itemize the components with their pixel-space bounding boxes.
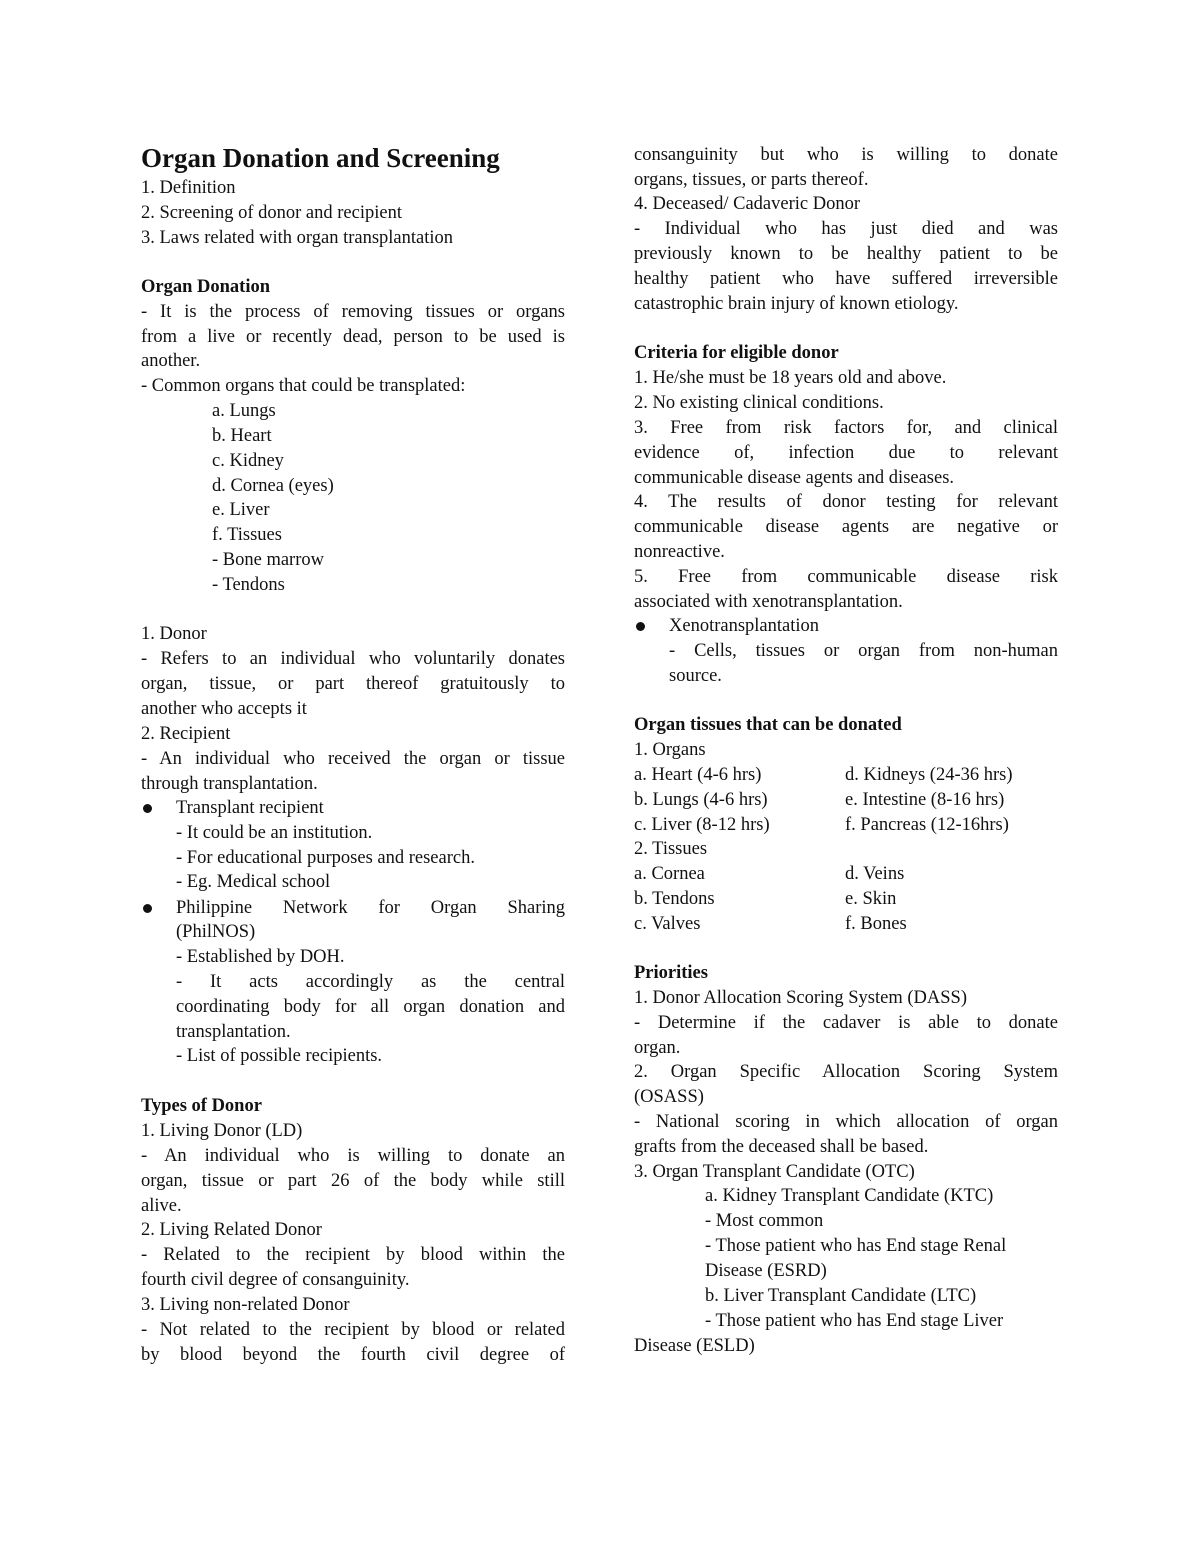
- table-cell: a. Cornea: [634, 864, 705, 884]
- continued-line: previously known to be healthy patient to be: [634, 244, 1058, 264]
- organ-list-item: c. Kidney: [212, 451, 284, 471]
- continued-line: healthy patient who have suffered irreversible: [634, 269, 1058, 289]
- types-of-donor-line: 2. Living Related Donor: [141, 1220, 322, 1240]
- continued-line: consanguinity but who is willing to donate: [634, 145, 1058, 165]
- common-organs-label: - Common organs that could be transplated:: [141, 376, 466, 396]
- table-cell: b. Lungs (4-6 hrs): [634, 790, 768, 810]
- organ-list-item: e. Liver: [212, 500, 270, 520]
- continued-line: - Individual who has just died and was: [634, 219, 1058, 239]
- priorities-line: 1. Donor Allocation Scoring System (DASS): [634, 988, 967, 1008]
- donor-def: organ, tissue, or part thereof gratuitously to: [141, 674, 565, 694]
- criteria-line: evidence of, infection due to relevant: [634, 443, 1058, 463]
- bullet-icon: [143, 904, 152, 913]
- otc-sub-item: b. Liver Transplant Candidate (LTC): [705, 1286, 977, 1306]
- types-of-donor-line: organ, tissue or part 26 of the body while still: [141, 1171, 565, 1191]
- table-cell: c. Liver (8-12 hrs): [634, 815, 770, 835]
- donor-def: another who accepts it: [141, 699, 307, 719]
- priorities-line: 3. Organ Transplant Candidate (OTC): [634, 1162, 915, 1182]
- transplant-recipient-item: - Eg. Medical school: [176, 872, 331, 892]
- continued-line: 4. Deceased/ Cadaveric Donor: [634, 194, 861, 214]
- otc-sub-item: - Most common: [705, 1211, 824, 1231]
- otc-sub-item: Disease (ESLD): [634, 1336, 755, 1356]
- criteria-line: associated with xenotransplantation.: [634, 592, 903, 612]
- philnos-item: - It acts accordingly as the central: [176, 972, 565, 992]
- xeno-label: Xenotransplantation: [669, 616, 820, 636]
- criteria-line: 1. He/she must be 18 years old and above.: [634, 368, 947, 388]
- recipient-label: 2. Recipient: [141, 724, 231, 744]
- intro-item: 1. Definition: [141, 178, 236, 198]
- priorities-line: (OSASS): [634, 1087, 704, 1107]
- criteria-line: 5. Free from communicable disease risk: [634, 567, 1058, 587]
- donor-def: - Refers to an individual who voluntarily donates: [141, 649, 565, 669]
- organ-donation-def: - It is the process of removing tissues or organs: [141, 302, 565, 322]
- transplant-recipient-label: Transplant recipient: [176, 798, 324, 818]
- priorities-line: 2. Organ Specific Allocation Scoring System: [634, 1062, 1058, 1082]
- criteria-heading: Criteria for eligible donor: [634, 343, 839, 363]
- philnos-item: coordinating body for all organ donation and: [176, 997, 565, 1017]
- page-title: Organ Donation and Screening: [141, 143, 500, 173]
- tissues-label: 2. Tissues: [634, 839, 708, 859]
- organ-list-item: - Bone marrow: [212, 550, 324, 570]
- criteria-line: 2. No existing clinical conditions.: [634, 393, 884, 413]
- table-cell: e. Skin: [845, 889, 897, 909]
- types-of-donor-line: 1. Living Donor (LD): [141, 1121, 303, 1141]
- table-cell: b. Tendons: [634, 889, 715, 909]
- organ-donation-def: from a live or recently dead, person to be used is: [141, 327, 565, 347]
- otc-sub-item: - Those patient who has End stage Liver: [705, 1311, 1004, 1331]
- table-cell: c. Valves: [634, 914, 701, 934]
- table-cell: d. Veins: [845, 864, 905, 884]
- criteria-line: 4. The results of donor testing for relevant: [634, 492, 1058, 512]
- table-cell: e. Intestine (8-16 hrs): [845, 790, 1005, 810]
- recipient-def: through transplantation.: [141, 774, 318, 794]
- types-of-donor-line: alive.: [141, 1196, 182, 1216]
- recipient-def: - An individual who received the organ or tissue: [141, 749, 565, 769]
- priorities-line: - National scoring in which allocation of organ: [634, 1112, 1058, 1132]
- transplant-recipient-item: - It could be an institution.: [176, 823, 373, 843]
- transplant-recipient-item: - For educational purposes and research.: [176, 848, 475, 868]
- philnos-item: - Established by DOH.: [176, 947, 345, 967]
- xeno-item: source.: [669, 666, 722, 686]
- organ-list-item: b. Heart: [212, 426, 272, 446]
- organ-donation-heading: Organ Donation: [141, 277, 271, 297]
- criteria-line: communicable disease agents and diseases.: [634, 468, 955, 488]
- criteria-line: nonreactive.: [634, 542, 725, 562]
- organ-list-item: - Tendons: [212, 575, 285, 595]
- organ-list-item: a. Lungs: [212, 401, 276, 421]
- philnos-item: transplantation.: [176, 1022, 291, 1042]
- types-of-donor-line: - Not related to the recipient by blood or related: [141, 1320, 565, 1340]
- organs-label: 1. Organs: [634, 740, 706, 760]
- intro-item: 3. Laws related with organ transplantation: [141, 228, 454, 248]
- philnos-label: (PhilNOS): [176, 922, 256, 942]
- priorities-line: organ.: [634, 1038, 681, 1058]
- table-cell: f. Bones: [845, 914, 907, 934]
- bullet-icon: [636, 622, 645, 631]
- otc-sub-item: Disease (ESRD): [705, 1261, 827, 1281]
- criteria-line: 3. Free from risk factors for, and clinical: [634, 418, 1058, 438]
- types-of-donor-line: 3. Living non-related Donor: [141, 1295, 350, 1315]
- table-cell: a. Heart (4-6 hrs): [634, 765, 762, 785]
- table-cell: d. Kidneys (24-36 hrs): [845, 765, 1013, 785]
- otc-sub-item: - Those patient who has End stage Renal: [705, 1236, 1007, 1256]
- priorities-line: - Determine if the cadaver is able to donate: [634, 1013, 1058, 1033]
- types-of-donor-heading: Types of Donor: [141, 1096, 262, 1116]
- continued-line: organs, tissues, or parts thereof.: [634, 170, 869, 190]
- intro-item: 2. Screening of donor and recipient: [141, 203, 402, 223]
- table-cell: f. Pancreas (12-16hrs): [845, 815, 1009, 835]
- organ-list-item: d. Cornea (eyes): [212, 476, 334, 496]
- priorities-heading: Priorities: [634, 963, 708, 983]
- continued-line: catastrophic brain injury of known etiology.: [634, 294, 959, 314]
- donatable-heading: Organ tissues that can be donated: [634, 715, 902, 735]
- organ-donation-def: another.: [141, 351, 201, 371]
- philnos-label: Philippine Network for Organ Sharing: [176, 898, 565, 918]
- organ-list-item: f. Tissues: [212, 525, 282, 545]
- types-of-donor-line: by blood beyond the fourth civil degree of: [141, 1345, 565, 1365]
- xeno-item: - Cells, tissues or organ from non-human: [669, 641, 1058, 661]
- priorities-line: grafts from the deceased shall be based.: [634, 1137, 929, 1157]
- philnos-item: - List of possible recipients.: [176, 1046, 383, 1066]
- types-of-donor-line: - An individual who is willing to donate an: [141, 1146, 565, 1166]
- donor-label: 1. Donor: [141, 624, 207, 644]
- bullet-icon: [143, 804, 152, 813]
- types-of-donor-line: fourth civil degree of consanguinity.: [141, 1270, 410, 1290]
- otc-sub-item: a. Kidney Transplant Candidate (KTC): [705, 1186, 994, 1206]
- criteria-line: communicable disease agents are negative or: [634, 517, 1058, 537]
- types-of-donor-line: - Related to the recipient by blood within the: [141, 1245, 565, 1265]
